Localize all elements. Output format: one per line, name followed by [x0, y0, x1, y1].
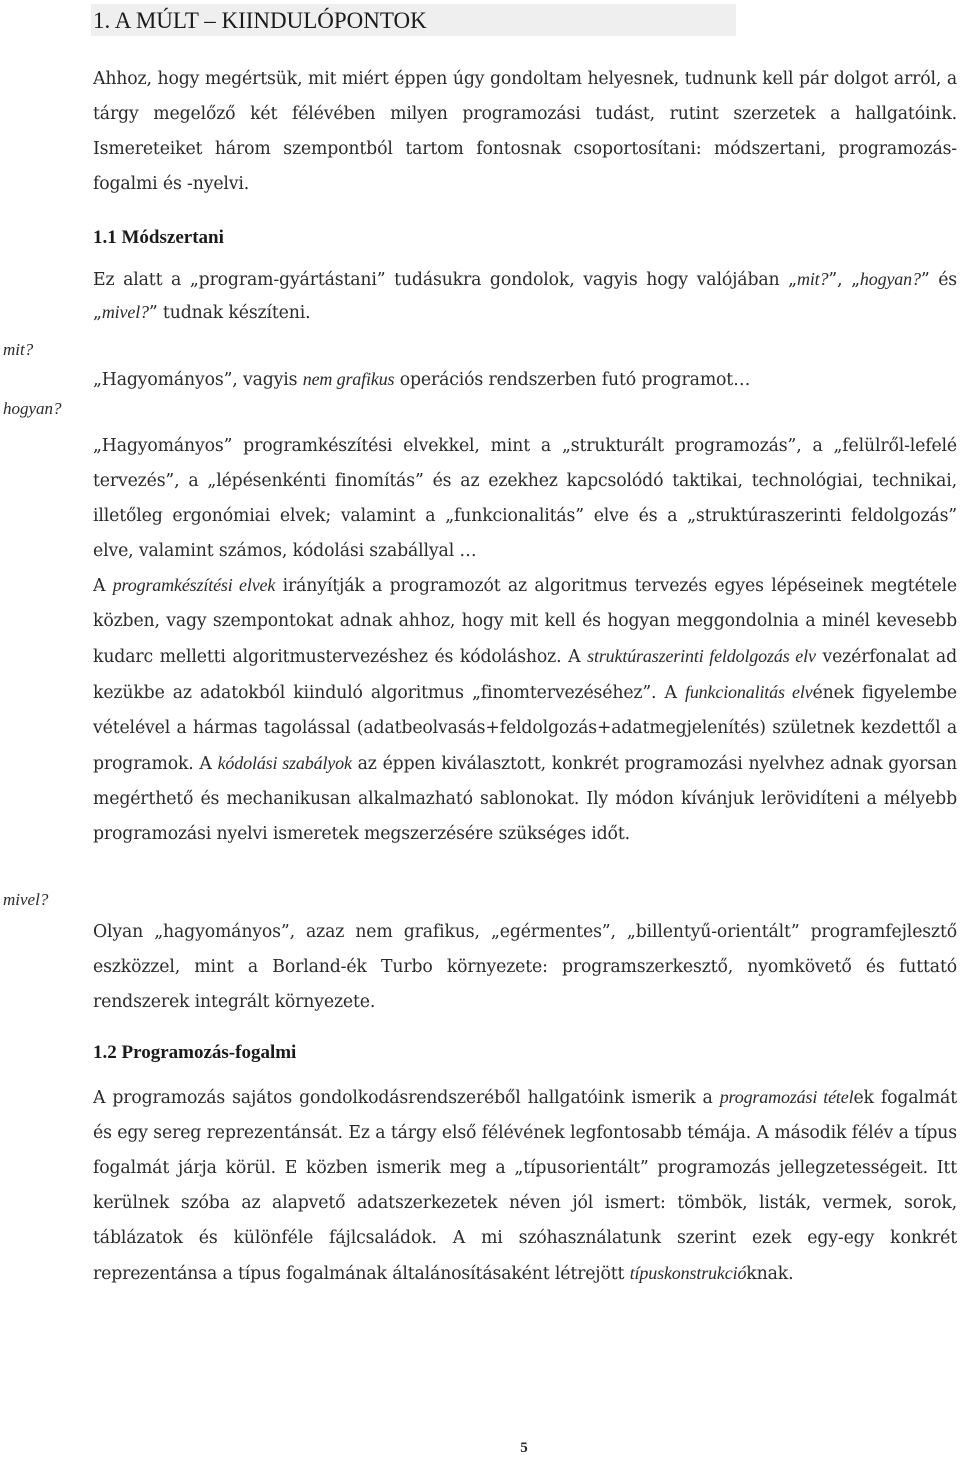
- section-1-1-p3-block: [93, 429, 957, 569]
- italic-mivel: mivel?: [101, 302, 149, 322]
- italic-hogyan: hogyan?: [859, 269, 921, 289]
- section-1-2-title-block: [93, 1041, 957, 1065]
- italic-tipuskonstrukcio: típuskonstrukció: [629, 1263, 747, 1283]
- page-number: 5: [520, 1440, 528, 1456]
- section-1-1-p1-block: [93, 263, 957, 329]
- section-1-1-p4-block: [93, 568, 957, 852]
- section-1-1-p2: [93, 362, 957, 398]
- section-1-2-title: 1.2 Programozás-fogalmi: [93, 1042, 297, 1063]
- margin-note-mit: mit?: [3, 340, 34, 359]
- italic-funkcionalitas: funkcionalitás elv: [684, 682, 813, 702]
- margin-note-mivel: mivel?: [3, 890, 49, 909]
- intro-paragraph-block: [93, 62, 957, 202]
- section-1-1-p5: Olyan „hagyományos”, azaz nem grafikus, „egérmentes”, „billentyű-orientált” programfejlesztő eszközzel, mint a Borland-ék Turbo környezete: programszerkesztő, nyomkövető és futtató rendszerek integrált környezete.: [93, 922, 957, 1012]
- italic-kodolasi-szabalyok: kódolási szabályok: [217, 753, 352, 773]
- section-1-1-title-block: [93, 226, 957, 250]
- italic-programozasi-tetel: programozási tétel: [719, 1087, 854, 1107]
- intro-paragraph: Ahhoz, hogy megértsük, mit miért éppen úgy gondoltam helyesnek, tudnunk kell pár dolgot arról, a tárgy megelőző két félévében milyen programozási tudást, rutint szerzetek a hallgatóink. Ismereteiket három szempontból tartom fontosnak csoportosítani: módszertani, programozás-fogalmi és -nyelvi.: [93, 69, 957, 194]
- text: ” és „: [93, 270, 957, 323]
- section-1-1-p3: „Hagyományos” programkészítési elvekkel, mint a „strukturált programozás”, a „felülről-lefelé tervezés”, a „lépésenkénti finomítás” és az ezekhez kapcsolódó taktikai, technológiai, technikai, illetőleg ergonómiai elvek; valamint a „funkcionalitás” elve és a „struktúraszerinti feldolgozás” elve, valamint számos, kódolási szabállyal …: [93, 436, 957, 561]
- text: irányítják a programozót az algoritmus tervezés egyes lépéseinek megtétele közben, vagy szempontokat adnak ahhoz, hogy mit kell és hogyan meggondolnia a minél kevesebb kudarc melletti algoritmustervezéshez és kódoláshoz. A: [93, 576, 957, 667]
- section-1-1-title: 1.1 Módszertani: [93, 227, 224, 248]
- section-1-2-p1-block: [93, 1080, 957, 1292]
- text: Ez alatt a „program-gyártástani” tudásukra gondolok, vagyis hogy valójában „: [93, 270, 797, 290]
- text: knak.: [746, 1264, 794, 1284]
- text: A programozás sajátos gondolkodásrendszeréből hallgatóink ismerik a: [93, 1088, 720, 1108]
- section-1-1-p2-block: [93, 362, 957, 398]
- italic-programkeszitesi-elvek: programkészítési elvek: [112, 575, 276, 595]
- text: ének figyelembe vételével a hármas tagolással (adatbeolvasás+feldolgozás+adatmegjelenítés) születnek kezdettől a programok. A: [93, 683, 957, 774]
- text: „Hagyományos”, vagyis: [93, 370, 303, 390]
- italic-mit: mit?: [796, 269, 829, 289]
- italic-nem-grafikus: nem grafikus: [302, 369, 395, 389]
- section-1-2-p1: [93, 1080, 957, 1292]
- chapter-heading: 1. A MÚLT – KIINDULÓPONTOK: [91, 4, 736, 36]
- text: operációs rendszerben futó programot…: [394, 370, 751, 390]
- text: vezérfonalat ad kezükbe az adatokból kiinduló algoritmus „finomtervezéséhez”. A: [93, 647, 957, 703]
- text: ” tudnak készíteni.: [148, 303, 311, 323]
- section-1-1-p4: [93, 568, 957, 852]
- italic-strukturaszerinti: struktúraszerinti feldolgozás elv: [587, 646, 816, 666]
- section-1-1-p5-block: [93, 915, 957, 1020]
- text: ”, „: [828, 270, 860, 290]
- text: az éppen kiválasztott, konkrét programozási nyelvhez adnak gyorsan megérthető és mechanikusan alkalmazható sablonokat. Ily módon kívánjuk lerövidíteni a mélyebb programozási nyelvi ismeretek megszerzésére szükséges időt.: [93, 754, 957, 844]
- text: ek fogalmát és egy sereg reprezentánsát. Ez a tárgy első félévének legfontosabb témája. A második félév a típus fogalmát járja körül. E közben ismerik meg a „típusorientált” programozás jellegzetességeit. Itt kerülnek szóba az alapvető adatszerkezetek néven jól ismert: tömbök, listák, vermek, sorok, táblázatok és különféle fájlcsaládok. A mi szóhasználatunk szerint ezek egy-egy konkrét reprezentánsa a típus fogalmának általánosításaként létrejött: [93, 1088, 957, 1284]
- margin-note-hogyan: hogyan?: [3, 399, 62, 418]
- section-1-1-p1: [93, 263, 957, 329]
- text: A: [93, 576, 113, 596]
